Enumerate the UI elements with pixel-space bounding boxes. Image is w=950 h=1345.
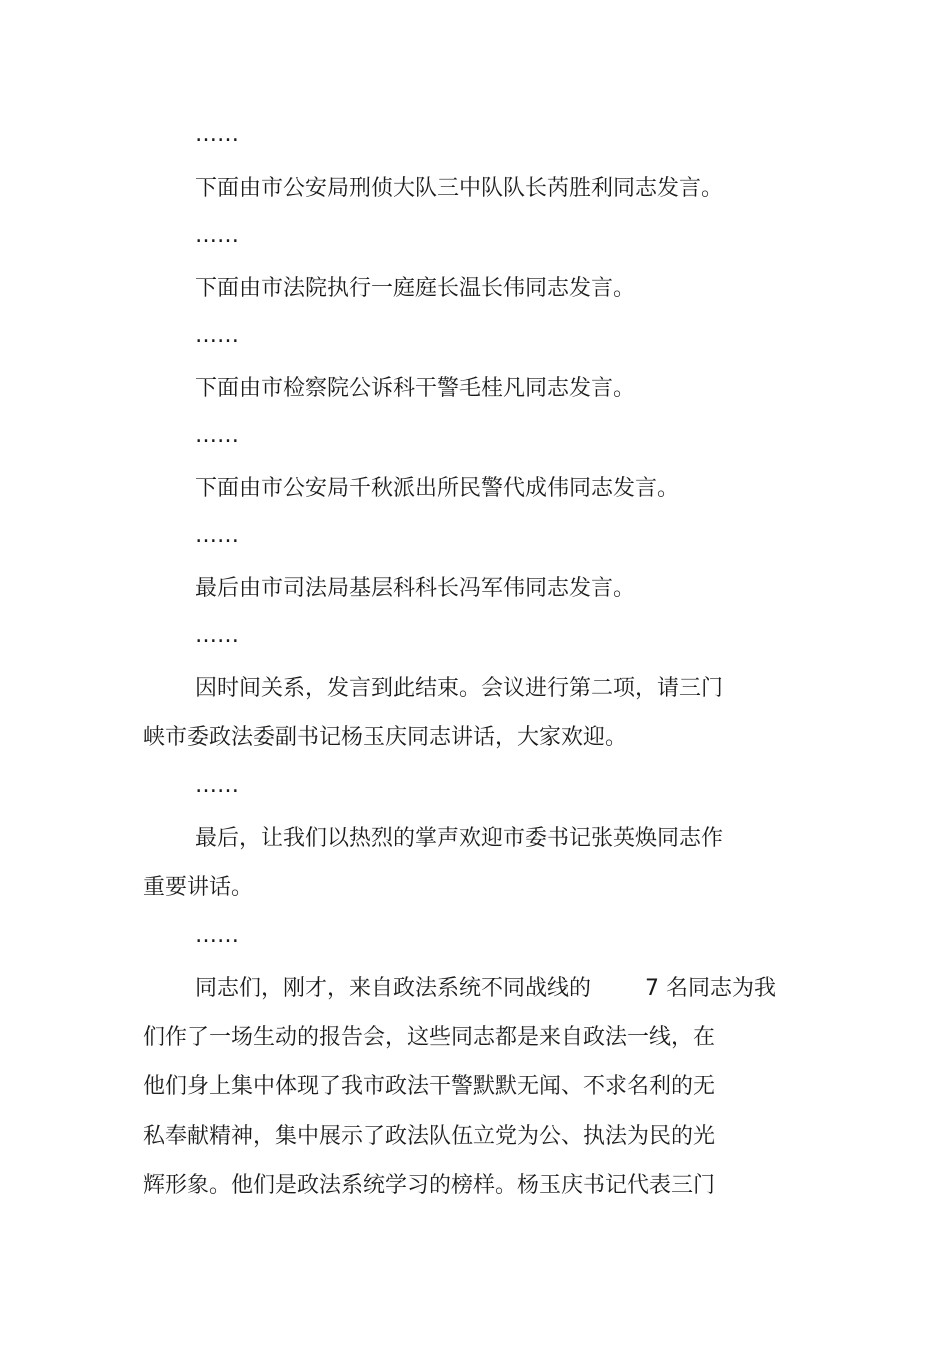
- paragraph-3-line-1-text-b: 7 名同志为我: [645, 976, 777, 1001]
- paragraph-3-line-3: 他们身上集中体现了我市政法干警默默无闻、不求名利的无: [143, 1074, 716, 1099]
- speaker-line-2: 下面由市法院执行一庭庭长温长伟同志发言。: [195, 276, 636, 301]
- ellipsis: ……: [195, 423, 239, 448]
- ellipsis: ……: [195, 773, 239, 798]
- paragraph-1-line-2: 峡市委政法委副书记杨玉庆同志讲话，大家欢迎。: [143, 725, 628, 750]
- paragraph-2-line-1: 最后，让我们以热烈的掌声欢迎市委书记张英焕同志作: [195, 826, 724, 851]
- ellipsis: ……: [195, 523, 239, 548]
- speaker-line-1: 下面由市公安局刑侦大队三中队队长芮胜利同志发言。: [195, 176, 724, 201]
- paragraph-3-line-5: 辉形象。他们是政法系统学习的榜样。杨玉庆书记代表三门: [143, 1173, 716, 1198]
- speaker-line-3: 下面由市检察院公诉科干警毛桂凡同志发言。: [195, 376, 636, 401]
- speaker-line-4: 下面由市公安局千秋派出所民警代成伟同志发言。: [195, 476, 680, 501]
- paragraph-3-line-4: 私奉献精神，集中展示了政法队伍立党为公、执法为民的光: [143, 1124, 716, 1149]
- paragraph-3-line-2: 们作了一场生动的报告会，这些同志都是来自政法一线，在: [143, 1025, 716, 1050]
- ellipsis: ……: [195, 623, 239, 648]
- ellipsis: ……: [195, 923, 239, 948]
- ellipsis: ……: [195, 323, 239, 348]
- paragraph-1-line-1: 因时间关系，发言到此结束。会议进行第二项，请三门: [195, 676, 724, 701]
- paragraph-3-line-1-text-a: 同志们，刚才，来自政法系统不同战线的: [195, 976, 592, 1001]
- paragraph-2-line-2: 重要讲话。: [143, 875, 254, 900]
- ellipsis: ……: [195, 223, 239, 248]
- speaker-line-5: 最后由市司法局基层科科长冯军伟同志发言。: [195, 576, 636, 601]
- ellipsis: ……: [195, 122, 239, 147]
- paragraph-3-line-1: [195, 974, 776, 1004]
